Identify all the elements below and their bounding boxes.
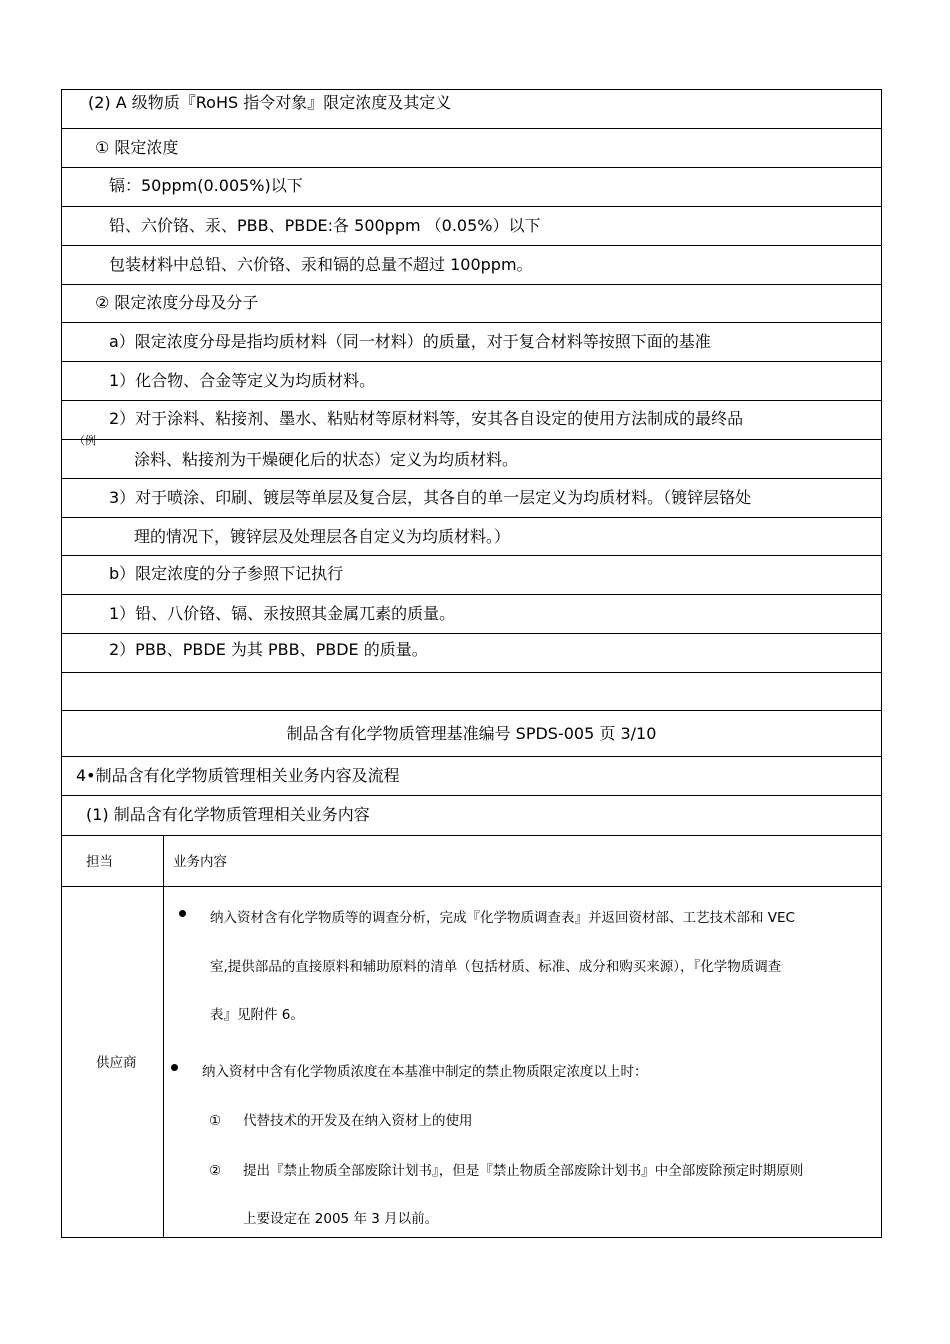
table-row [62,207,881,246]
table-row [62,285,881,323]
sub-item-continuation: 上要设定在 2005 年 3 月以前。 [243,1211,439,1227]
table-header-row [62,836,881,887]
table-row [62,887,881,1239]
packaging-limit: 包装材料中总铅、六价铬、汞和镉的总量不超过 100ppm。 [109,255,533,274]
table-row [62,518,881,556]
clipped-text-fragment: （例 [74,434,96,447]
table-row [62,362,881,401]
list-item-continuation: 表』见附件 6。 [210,1007,304,1023]
denominator-definition: a）限定浓度分母是指均质材料（同一材料）的质量，对于复合材料等按照下面的基准 [109,332,711,351]
list-item-continuation: 涂料、粘接剂为干燥硬化后的状态）定义为均质材料。 [134,450,519,469]
page-header-bar [61,710,882,757]
lead-chromium-mercury-limit: 铅、六价铬、汞、PBB、PBDE:各 500ppm （0.05%）以下 [109,216,541,235]
page-header: 制品含有化学物质管理基准编号 SPDS-005 页 3/10 [286,724,657,743]
table-row [62,129,881,168]
list-item: 纳入资材含有化学物质等的调查分析，完成『化学物质调查表』并返回资材部、工艺技术部和 VEC [210,910,795,926]
table-row [62,479,881,518]
list-item: 1）化合物、合金等定义为均质材料。 [109,371,376,390]
section4-subtitle: (1) 制品含有化学物质管理相关业务内容 [86,805,370,824]
sub-item-number: ② [209,1163,222,1179]
section4-title-box [61,756,882,836]
owner-cell: 供应商 [96,1055,137,1071]
sub-item: 提出『禁止物质全部废除计划书』，但是『禁止物质全部废除计划书』中全部废除预定时期原则 [243,1163,804,1179]
table-row [62,634,881,673]
list-item: 1）铅、八价铬、镉、汞按照其金属兀素的质量。 [109,604,456,623]
empty-row [62,673,881,712]
list-item-continuation: 理的情况下，镀锌层及处理层各自定义为均质材料。） [134,527,511,546]
column-header-owner: 担当 [86,854,113,870]
list-item: 纳入资材中含有化学物质浓度在本基准中制定的禁止物质限定浓度以上时： [202,1064,648,1080]
sub-item: 代替技术的开发及在纳入资材上的使用 [243,1113,473,1129]
list-item: 2）PBB、PBDE 为其 PBB、PBDE 的质量。 [109,640,428,659]
table-row [62,595,881,634]
table-row [62,246,881,285]
table-row [62,796,881,837]
list-item: 2）对于涂料、粘接剂、墨水、粘贴材等原材料等，安其各自设定的使用方法制成的最终品 [109,409,744,428]
numerator-definition: b）限定浓度的分子参照下记执行 [109,564,344,583]
rohs-table [61,89,882,711]
table-row [62,323,881,362]
business-table [61,835,882,1238]
table-row [62,401,881,447]
section-title: (2) A 级物质『RoHS 指令对象』限定浓度及其定义 [88,93,452,112]
denominator-numerator-heading: ② 限定浓度分母及分子 [95,293,259,312]
limit-concentration-heading: ① 限定浓度 [95,138,179,157]
table-row [62,90,881,129]
column-header-content: 业务内容 [173,854,227,870]
cadmium-limit: 镉：50ppm(0.005%)以下 [109,176,303,195]
sub-item-number: ① [209,1113,222,1129]
bullet-icon [179,910,186,917]
list-item: 3）对于喷涂、印刷、镀层等单层及复合层，其各自的单一层定义为均质材料。（镀锌层铬处 [109,488,752,507]
table-row [62,757,881,796]
section4-title: 4•制品含有化学物质管理相关业务内容及流程 [76,766,400,785]
table-row [62,556,881,595]
bullet-icon [171,1064,178,1071]
table-row [62,168,881,207]
list-item-continuation: 室,提供部品的直接原料和辅助原料的清单（包括材质、标准、成分和购买来源），『化学物质调查 [210,959,782,975]
table-row [62,440,881,479]
